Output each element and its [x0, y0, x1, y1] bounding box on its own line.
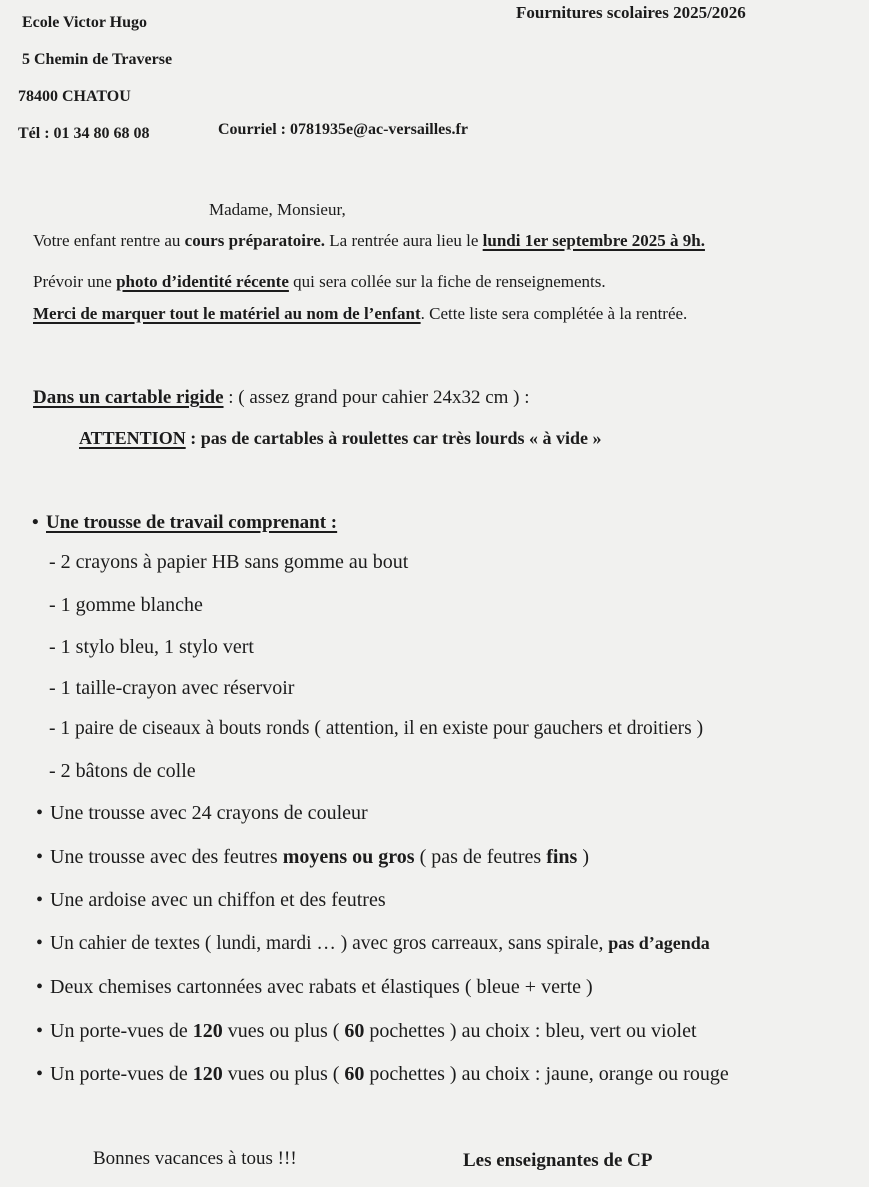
bullet-icon: • [36, 933, 43, 954]
bullet-text: pochettes ) au choix : jaune, orange ou rouge [364, 1063, 729, 1085]
bullet-text: vues ou plus ( [222, 1020, 345, 1042]
intro-start-date: lundi 1er septembre 2025 à 9h. [482, 231, 705, 250]
trousse-title [32, 512, 337, 534]
school-phone: Tél : 01 34 80 68 08 [18, 125, 150, 142]
bullet-text: pochettes ) au choix : bleu, vert ou violet [364, 1020, 697, 1042]
footer-wish: Bonnes vacances à tous !!! [93, 1148, 297, 1169]
bullet-icon: • [36, 846, 44, 868]
bullet-icon: • [36, 889, 44, 911]
bullet-emphasis: moyens ou gros [282, 846, 415, 868]
bullet-emphasis: pas d’agenda [608, 933, 710, 953]
bullet-text: vues ou plus ( [222, 1063, 345, 1085]
bullet-item-crayons [36, 802, 368, 825]
bullet-item-feutres [36, 846, 589, 869]
intro-line-1 [33, 231, 705, 251]
attention-label: ATTENTION [79, 428, 186, 448]
list-item: - 1 gomme blanche [49, 594, 203, 616]
bullet-text: ) [577, 846, 589, 868]
intro-line-3 [33, 304, 687, 324]
intro-class-level: cours préparatoire. [184, 231, 326, 250]
intro-line-2 [33, 272, 606, 292]
bullet-item-chemises [36, 976, 593, 999]
bullet-item-porte-vues-1 [36, 1020, 697, 1043]
school-city: 78400 CHATOU [18, 88, 131, 105]
bullet-text: Une ardoise avec un chiffon et des feutres [50, 889, 386, 911]
bullet-item-porte-vues-2 [36, 1063, 729, 1086]
attention-text: : pas de cartables à roulettes car très lourds « à vide » [185, 428, 602, 448]
intro-text: Votre enfant rentre au [33, 231, 185, 250]
list-item: - 2 bâtons de colle [49, 760, 196, 782]
footer-signature: Les enseignantes de CP [463, 1150, 653, 1171]
school-name: Ecole Victor Hugo [22, 14, 148, 31]
attention-line [79, 428, 602, 449]
bullet-text: Deux chemises cartonnées avec rabats et élastiques ( bleue + verte ) [50, 976, 593, 998]
bullet-icon: • [36, 976, 44, 998]
bullet-text: Un porte-vues de [50, 1063, 193, 1085]
greeting: Madame, Monsieur, [209, 200, 346, 219]
bullet-text: Une trousse avec 24 crayons de couleur [50, 802, 368, 824]
intro-photo: photo d’identité récente [116, 272, 289, 291]
list-item: - 2 crayons à papier HB sans gomme au bout [49, 551, 409, 573]
bullet-text: Un porte-vues de [50, 1020, 193, 1042]
bullet-item-cahier [36, 933, 710, 955]
list-item: - 1 stylo bleu, 1 stylo vert [49, 636, 254, 658]
school-email: Courriel : 0781935e@ac-versailles.fr [218, 121, 468, 138]
school-address: 5 Chemin de Traverse [22, 51, 173, 68]
cartable-label: Dans un cartable rigide [33, 387, 224, 408]
intro-mark-material: Merci de marquer tout le matériel au nom de l’enfant [33, 304, 421, 323]
intro-text: qui sera collée sur la fiche de renseignements. [288, 272, 606, 291]
bullet-emphasis: 120 [192, 1063, 223, 1085]
trousse-title-text: Une trousse de travail comprenant : [46, 512, 338, 533]
bullet-emphasis: 60 [344, 1020, 365, 1042]
cartable-text: : ( assez grand pour cahier 24x32 cm ) : [223, 387, 530, 408]
intro-text: Prévoir une [33, 272, 117, 291]
bullet-icon: • [36, 1063, 44, 1085]
bullet-item-ardoise [36, 889, 386, 912]
bullet-icon: • [36, 1020, 44, 1042]
list-item: - 1 paire de ciseaux à bouts ronds ( attention, il en existe pour gauchers et droitiers ) [49, 718, 704, 739]
bullet-icon: • [32, 512, 39, 533]
bullet-emphasis: fins [546, 846, 578, 868]
bullet-icon: • [36, 802, 44, 824]
list-item: - 1 taille-crayon avec réservoir [49, 677, 295, 699]
bullet-text: Une trousse avec des feutres [50, 846, 283, 868]
bullet-emphasis: 120 [192, 1020, 223, 1042]
intro-text: La rentrée aura lieu le [325, 231, 483, 250]
bullet-text: ( pas de feutres [414, 846, 547, 868]
document-title: Fournitures scolaires 2025/2026 [516, 3, 746, 22]
intro-text: . Cette liste sera complétée à la rentrée. [420, 304, 688, 323]
cartable-line [33, 387, 530, 409]
bullet-emphasis: 60 [344, 1063, 365, 1085]
bullet-text: Un cahier de textes ( lundi, mardi … ) avec gros carreaux, sans spirale, [50, 933, 609, 954]
